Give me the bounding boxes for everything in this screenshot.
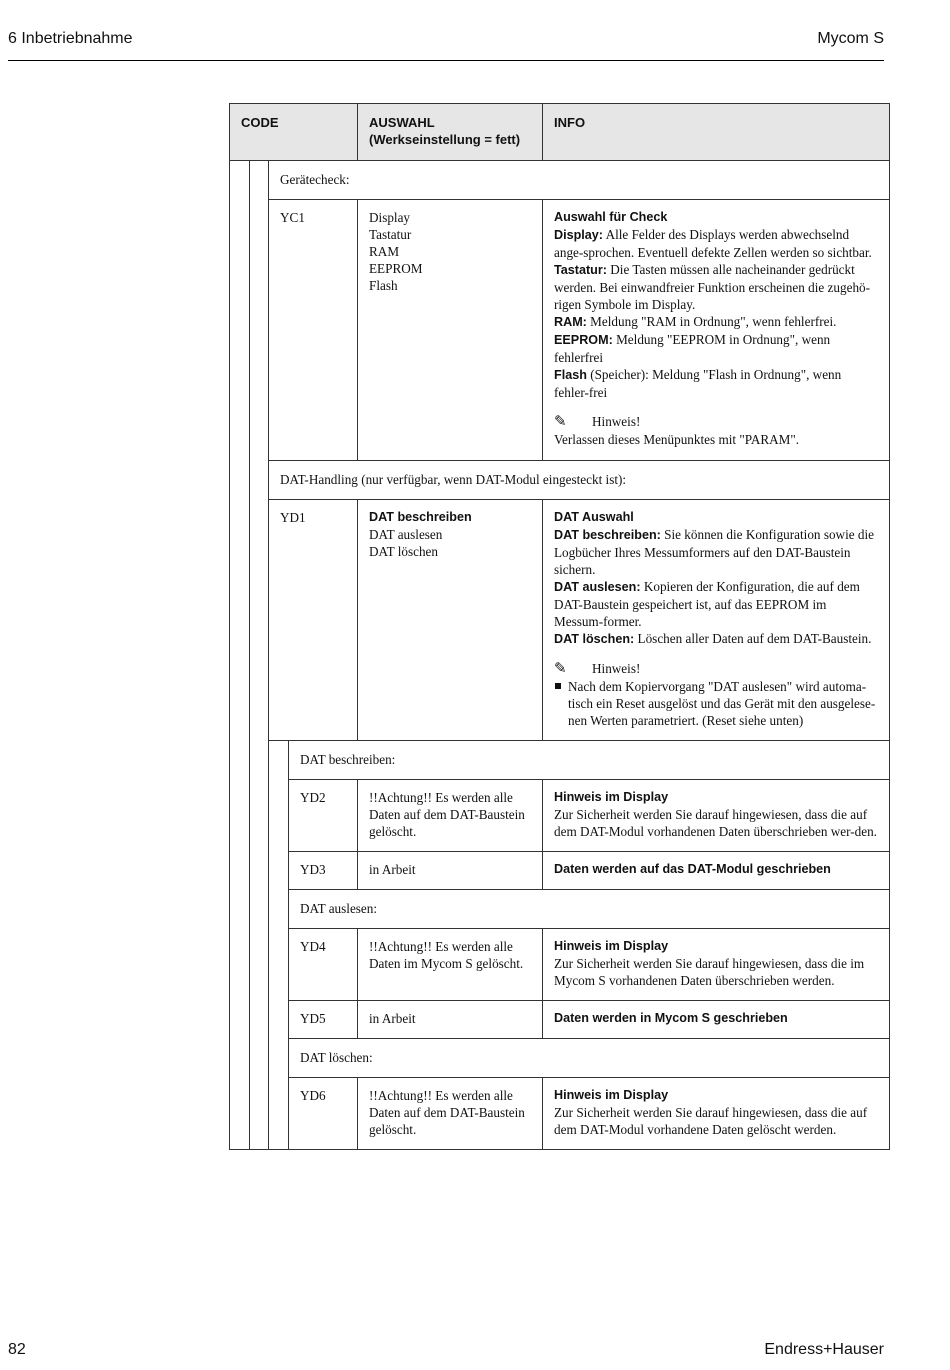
info-tastatur-text: Die Tasten müssen alle nacheinander gedrückt werden. Bei einwandfreier Funktion erscheinen die zugehö-rigen Symbole im Display. bbox=[554, 262, 871, 312]
auswahl-cell-yd4: !!Achtung!! Es werden alle Daten im Mycom S gelöscht. bbox=[358, 929, 543, 1001]
page-number: 82 bbox=[8, 1341, 26, 1358]
info-cell-yd6 bbox=[543, 1078, 890, 1150]
info-title-yd6: Hinweis im Display bbox=[554, 1088, 669, 1102]
section-row-geraetecheck bbox=[230, 161, 890, 200]
indent-cell bbox=[250, 741, 269, 780]
info-cell-yc1 bbox=[543, 200, 890, 461]
column-header-auswahl bbox=[358, 104, 543, 161]
indent-cell bbox=[230, 500, 250, 741]
indent-cell bbox=[230, 1078, 250, 1150]
indent-cell bbox=[269, 1078, 289, 1150]
info-eeprom-label: EEPROM: bbox=[554, 333, 613, 347]
table-row-yd6 bbox=[230, 1078, 890, 1150]
code-cell-yd1: YD1 bbox=[269, 500, 358, 741]
indent-cell bbox=[230, 929, 250, 1001]
info-text-yd6: Zur Sicherheit werden Sie darauf hingewiesen, dass die auf dem DAT-Modul vorhandene Daten gelöscht werden. bbox=[554, 1105, 868, 1137]
option-tastatur: Tastatur bbox=[369, 227, 412, 242]
indent-cell bbox=[230, 461, 250, 500]
option-flash: Flash bbox=[369, 278, 398, 293]
info-beschreiben bbox=[554, 526, 878, 578]
table-row-yc1 bbox=[230, 200, 890, 461]
section-label-dat-handling: DAT-Handling (nur verfügbar, wenn DAT-Modul eingesteckt ist): bbox=[269, 461, 890, 500]
config-table bbox=[229, 103, 890, 1150]
auswahl-cell-yd6: !!Achtung!! Es werden alle Daten auf dem DAT-Baustein gelöscht. bbox=[358, 1078, 543, 1150]
indent-cell bbox=[269, 852, 289, 890]
note-text-yc1: Verlassen dieses Menüpunktes mit "PARAM". bbox=[554, 432, 800, 447]
note-block-yd1 bbox=[554, 660, 878, 729]
info-cell-yd1 bbox=[543, 500, 890, 741]
info-loeschen-label: DAT löschen: bbox=[554, 632, 635, 646]
note-label-yd1: Hinweis! bbox=[592, 661, 641, 676]
indent-cell bbox=[230, 741, 250, 780]
indent-cell bbox=[269, 741, 289, 780]
option-eeprom: EEPROM bbox=[369, 261, 423, 276]
info-title-yd4: Hinweis im Display bbox=[554, 939, 669, 953]
code-cell-yd2: YD2 bbox=[289, 780, 358, 852]
info-cell-yd2 bbox=[543, 780, 890, 852]
info-ram-text: Meldung "RAM in Ordnung", wenn fehlerfrei. bbox=[586, 314, 837, 329]
info-flash-text: (Speicher): Meldung "Flash in Ordnung", wenn fehler-frei bbox=[554, 367, 842, 400]
info-display-label: Display: bbox=[554, 228, 603, 242]
indent-cell bbox=[269, 929, 289, 1001]
info-title-yd2: Hinweis im Display bbox=[554, 790, 669, 804]
indent-cell bbox=[250, 461, 269, 500]
code-cell-yd4: YD4 bbox=[289, 929, 358, 1001]
indent-cell bbox=[230, 161, 250, 200]
section-row-dat-handling bbox=[230, 461, 890, 500]
note-bullet-yd1: Nach dem Kopiervorgang "DAT auslesen" wird automa-tisch ein Reset ausgelöst und das Gerät mit den ausgelese-nen Werten parametriert. (Reset siehe unten) bbox=[554, 678, 878, 729]
info-tastatur-label: Tastatur: bbox=[554, 263, 607, 277]
note-block-yc1 bbox=[554, 413, 878, 448]
column-header-info: INFO bbox=[543, 104, 890, 161]
column-header-code: CODE bbox=[230, 104, 358, 161]
table-row-yd5 bbox=[230, 1001, 890, 1039]
info-flash-label: Flash bbox=[554, 368, 587, 382]
section-row-dat-beschreiben bbox=[230, 741, 890, 780]
info-auslesen-text: Kopieren der Konfiguration, die auf dem DAT-Baustein gespeichert ist, auf das EEPROM im Messum-former. bbox=[554, 579, 860, 629]
column-header-auswahl-default: (Werkseinstellung = fett) bbox=[369, 132, 521, 147]
option-dat-beschreiben: DAT beschreiben bbox=[369, 510, 472, 524]
indent-cell bbox=[230, 200, 250, 461]
auswahl-cell-yd2: !!Achtung!! Es werden alle Daten auf dem DAT-Baustein gelöscht. bbox=[358, 780, 543, 852]
option-dat-loeschen: DAT löschen bbox=[369, 544, 438, 559]
auswahl-cell-yd1 bbox=[358, 500, 543, 741]
indent-cell bbox=[250, 500, 269, 741]
info-flash bbox=[554, 366, 878, 401]
option-ram: RAM bbox=[369, 244, 400, 259]
column-header-auswahl-label: AUSWAHL bbox=[369, 115, 435, 130]
section-row-dat-loeschen bbox=[230, 1039, 890, 1078]
option-display: Display bbox=[369, 210, 411, 225]
info-beschreiben-text: Sie können die Konfiguration sowie die Logbücher Ihres Messumformers auf den DAT-Baustein sichern. bbox=[554, 527, 875, 577]
pencil-note-icon: ✎ bbox=[554, 414, 567, 430]
indent-cell bbox=[250, 852, 269, 890]
info-title-yd3: Daten werden auf das DAT-Modul geschrieben bbox=[543, 852, 890, 890]
indent-cell bbox=[269, 890, 289, 929]
info-loeschen-text: Löschen aller Daten auf dem DAT-Baustein. bbox=[634, 631, 872, 646]
auswahl-cell-yd3: in Arbeit bbox=[358, 852, 543, 890]
info-display-text: Alle Felder des Displays werden abwechselnd ange-sprochen. Eventuell defekte Zellen werden so sichtbar. bbox=[554, 227, 872, 260]
info-title-yd1: DAT Auswahl bbox=[554, 510, 634, 524]
table-row-yd1 bbox=[230, 500, 890, 741]
info-title-yc1: Auswahl für Check bbox=[554, 210, 668, 224]
indent-cell bbox=[250, 200, 269, 461]
code-cell-yd5: YD5 bbox=[289, 1001, 358, 1039]
indent-cell bbox=[230, 1001, 250, 1039]
pencil-note-icon: ✎ bbox=[554, 661, 567, 677]
indent-cell bbox=[230, 1039, 250, 1078]
page-header-chapter: 6 Inbetriebnahme bbox=[8, 30, 133, 47]
option-dat-auslesen: DAT auslesen bbox=[369, 527, 443, 542]
code-cell-yd6: YD6 bbox=[289, 1078, 358, 1150]
info-beschreiben-label: DAT beschreiben: bbox=[554, 528, 661, 542]
indent-cell bbox=[250, 929, 269, 1001]
indent-cell bbox=[250, 890, 269, 929]
indent-cell bbox=[250, 161, 269, 200]
indent-cell bbox=[269, 1039, 289, 1078]
indent-cell bbox=[230, 780, 250, 852]
brand-name: Endress+Hauser bbox=[764, 1341, 884, 1358]
info-auslesen bbox=[554, 578, 878, 630]
indent-cell bbox=[250, 1039, 269, 1078]
indent-cell bbox=[230, 890, 250, 929]
section-label-dat-beschreiben: DAT beschreiben: bbox=[289, 741, 890, 780]
info-eeprom-text: Meldung "EEPROM in Ordnung", wenn fehlerfrei bbox=[554, 332, 831, 365]
indent-cell bbox=[250, 780, 269, 852]
info-text-yd2: Zur Sicherheit werden Sie darauf hingewiesen, dass die auf dem DAT-Modul vorhandenen Daten überschrieben wer-den. bbox=[554, 807, 877, 839]
note-label-yc1: Hinweis! bbox=[592, 414, 641, 429]
info-ram bbox=[554, 313, 878, 331]
table-row-yd2 bbox=[230, 780, 890, 852]
section-label-dat-loeschen: DAT löschen: bbox=[289, 1039, 890, 1078]
auswahl-cell-yd5: in Arbeit bbox=[358, 1001, 543, 1039]
info-text-yd4: Zur Sicherheit werden Sie darauf hingewiesen, dass die im Mycom S vorhandenen Daten überschrieben werden. bbox=[554, 956, 865, 988]
code-cell-yd3: YD3 bbox=[289, 852, 358, 890]
code-cell-yc1: YC1 bbox=[269, 200, 358, 461]
info-eeprom bbox=[554, 331, 878, 366]
header-rule bbox=[8, 60, 884, 61]
auswahl-cell-yc1 bbox=[358, 200, 543, 461]
info-title-yd5: Daten werden in Mycom S geschrieben bbox=[543, 1001, 890, 1039]
indent-cell bbox=[230, 852, 250, 890]
section-row-dat-auslesen bbox=[230, 890, 890, 929]
page-header-product: Mycom S bbox=[817, 30, 884, 47]
indent-cell bbox=[250, 1078, 269, 1150]
info-loeschen bbox=[554, 630, 878, 648]
table-row-yd3 bbox=[230, 852, 890, 890]
table-header-row bbox=[230, 104, 890, 161]
info-tastatur bbox=[554, 261, 878, 313]
indent-cell bbox=[269, 1001, 289, 1039]
table-row-yd4 bbox=[230, 929, 890, 1001]
info-auslesen-label: DAT auslesen: bbox=[554, 580, 641, 594]
section-label-geraetecheck: Gerätecheck: bbox=[269, 161, 890, 200]
info-display bbox=[554, 226, 878, 261]
indent-cell bbox=[250, 1001, 269, 1039]
indent-cell bbox=[269, 780, 289, 852]
info-ram-label: RAM: bbox=[554, 315, 587, 329]
info-cell-yd4 bbox=[543, 929, 890, 1001]
section-label-dat-auslesen: DAT auslesen: bbox=[289, 890, 890, 929]
